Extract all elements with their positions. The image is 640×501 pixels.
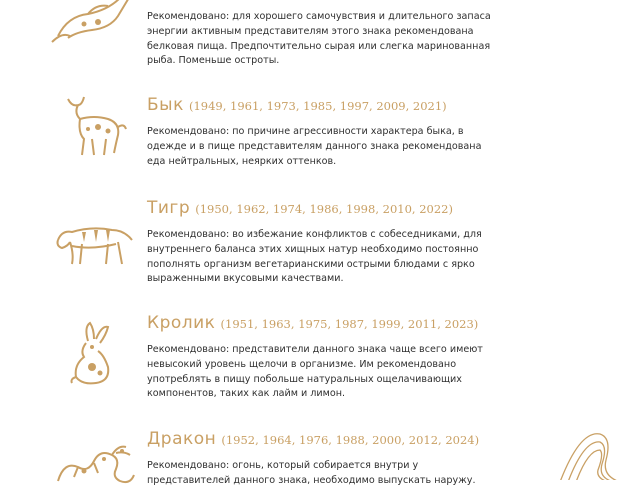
sign-name: Тигр (147, 198, 191, 218)
ox-icon (58, 93, 128, 161)
sign-years: (1952, 1964, 1976, 1988, 2000, 2012, 2024) (221, 433, 480, 447)
entry-text: Рекомендовано: по причине агрессивности характера быка, в одежде и в пище представителям данного знака рекомендована еда нейтральных, неярких оттенков. (147, 126, 482, 167)
sign-name: Кролик (147, 313, 216, 333)
sign-name: Бык (147, 95, 184, 115)
rabbit-icon (64, 321, 118, 387)
sign-years: (1950, 1962, 1974, 1986, 1998, 2010, 2022) (195, 202, 453, 216)
sign-years: (1951, 1963, 1975, 1987, 1999, 2011, 2023) (220, 317, 479, 331)
entry-heading (147, 198, 453, 218)
entry-text: Рекомендовано: огонь, который собирается внутри у представителей данного знака, необходимо выпускать наружу. (147, 460, 476, 486)
tiger-icon (52, 216, 134, 268)
rat-icon (48, 0, 134, 48)
decorative-swirl-icon (550, 420, 640, 480)
entry-text: Рекомендовано: во избежание конфликтов с собеседниками, для внутреннего баланса этих хищных натур необходимо постоянно пополнять организм вегетарианскими острыми блюдами с ярко выраженными вкусовыми качествами. (147, 229, 482, 285)
entry-text: Рекомендовано: представители данного знака чаще всего имеют невысокий уровень щелочи в организме. Им рекомендовано употреблять в пищу побольше натуральных ощелачивающих компонентов, таких как лайм и лимон. (147, 344, 483, 400)
dragon-icon (54, 441, 138, 501)
entry-heading (147, 429, 479, 449)
entry-text: Рекомендовано: для хорошего самочувствия и длительного запаса энергии активным представителям этого знака рекомендована белковая пища. Предпочтительно сырая или слегка маринованная рыба. Поменьше остроты. (147, 11, 491, 67)
entry-heading (147, 95, 447, 115)
sign-years: (1949, 1961, 1973, 1985, 1997, 2009, 2021) (188, 99, 447, 113)
entry-heading (147, 313, 478, 333)
sign-name: Дракон (147, 429, 217, 449)
